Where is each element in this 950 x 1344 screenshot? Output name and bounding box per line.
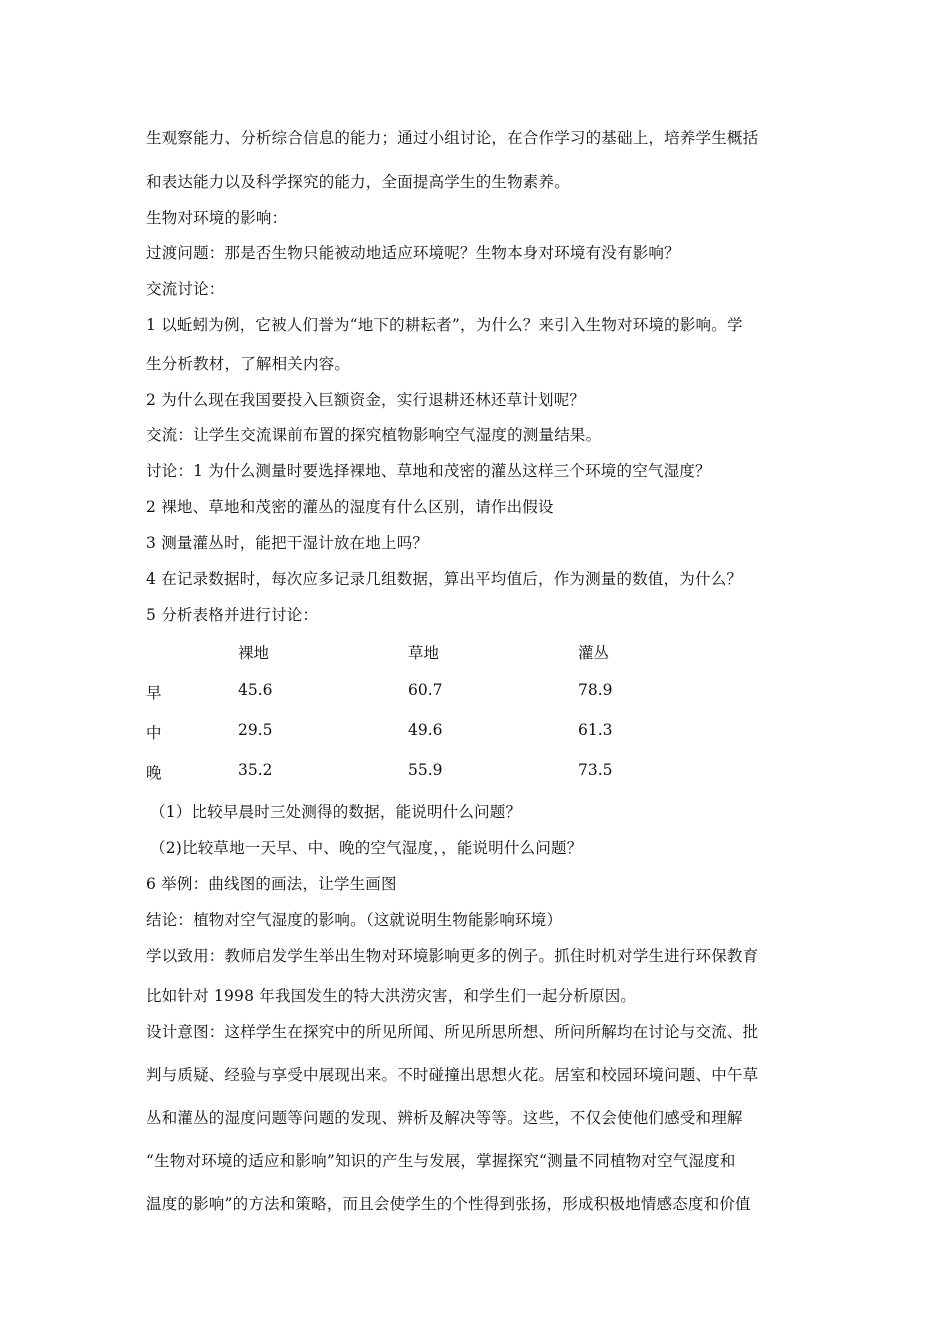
paragraph-line: 4 在记录数据时，每次应多记录几组数据，算出平均值后，作为测量的数值，为什么？ <box>146 570 743 588</box>
table-header-bare-ground: 裸地 <box>238 644 270 662</box>
table-cell: 78.9 <box>578 681 613 699</box>
paragraph-line: 2 为什么现在我国要投入巨额资金，实行退耕还林还草计划呢？ <box>146 391 586 409</box>
table-cell: 29.5 <box>238 721 273 739</box>
paragraph-line: 比如针对 1998 年我国发生的特大洪涝灾害，和学生们一起分析原因。 <box>146 987 637 1005</box>
table-cell: 73.5 <box>578 761 613 779</box>
paragraph-line: 设计意图：这样学生在探究中的所见所闻、所见所思所想、所问所解均在讨论与交流、批 <box>146 1023 759 1041</box>
question-line: （2)比较草地一天早、中、晚的空气湿度，，能说明什么问题？ <box>150 839 583 857</box>
paragraph-line: 2 裸地、草地和茂密的灌丛的湿度有什么区别，请作出假设 <box>146 498 554 516</box>
paragraph-line: 生分析教材，了解相关内容。 <box>146 355 351 373</box>
paragraph-line: 过渡问题：那是否生物只能被动地适应环境呢？生物本身对环境有没有影响？ <box>146 244 680 262</box>
table-row-label: 中 <box>146 724 162 742</box>
paragraph-line: 5 分析表格并进行讨论： <box>146 606 319 624</box>
paragraph-line: 和表达能力以及科学探究的能力，全面提高学生的生物素养。 <box>146 173 570 191</box>
table-header-grassland: 草地 <box>408 644 440 662</box>
paragraph-line: 判与质疑、经验与享受中展现出来。不时碰撞出思想火花。居室和校园环境问题、中午草 <box>146 1066 759 1084</box>
paragraph-line: “生物对环境的适应和影响”知识的产生与发展，掌握探究“测量不同植物对空气湿度和 <box>146 1152 736 1170</box>
table-cell: 49.6 <box>408 721 443 739</box>
paragraph-line: 温度的影响”的方法和策略，而且会使学生的个性得到张扬，形成积极地情感态度和价值 <box>146 1195 751 1213</box>
paragraph-line: 讨论：1 为什么测量时要选择裸地、草地和茂密的灌丛这样三个环境的空气湿度？ <box>146 462 711 480</box>
table-header-shrubland: 灌丛 <box>578 644 610 662</box>
paragraph-line: 结论：植物对空气湿度的影响。（这就说明生物能影响环境） <box>146 911 563 929</box>
paragraph-line: 6 举例：曲线图的画法，让学生画图 <box>146 875 397 893</box>
table-cell: 61.3 <box>578 721 613 739</box>
table-cell: 35.2 <box>238 761 273 779</box>
paragraph-line: 学以致用：教师启发学生举出生物对环境影响更多的例子。抓住时机对学生进行环保教育 <box>146 947 759 965</box>
table-cell: 60.7 <box>408 681 443 699</box>
section-heading: 生物对环境的影响： <box>146 209 288 227</box>
paragraph-line: 1 以蚯蚓为例，它被人们誉为“地下的耕耘者”，为什么？来引入生物对环境的影响。学 <box>146 316 743 334</box>
table-cell: 45.6 <box>238 681 273 699</box>
table-row-label: 晚 <box>146 764 162 782</box>
table-cell: 55.9 <box>408 761 443 779</box>
paragraph-line: 丛和灌丛的湿度问题等问题的发现、辨析及解决等等。这些，不仅会使他们感受和理解 <box>146 1109 743 1127</box>
paragraph-line: 3 测量灌丛时，能把干湿计放在地上吗？ <box>146 534 429 552</box>
question-line: （1）比较早晨时三处测得的数据，能说明什么问题？ <box>150 803 522 821</box>
paragraph-line: 生观察能力、分析综合信息的能力；通过小组讨论，在合作学习的基础上，培养学生概括 <box>146 129 759 147</box>
table-row-label: 早 <box>146 684 162 702</box>
paragraph-line: 交流讨论： <box>146 280 225 298</box>
paragraph-line: 交流：让学生交流课前布置的探究植物影响空气湿度的测量结果。 <box>146 426 602 444</box>
